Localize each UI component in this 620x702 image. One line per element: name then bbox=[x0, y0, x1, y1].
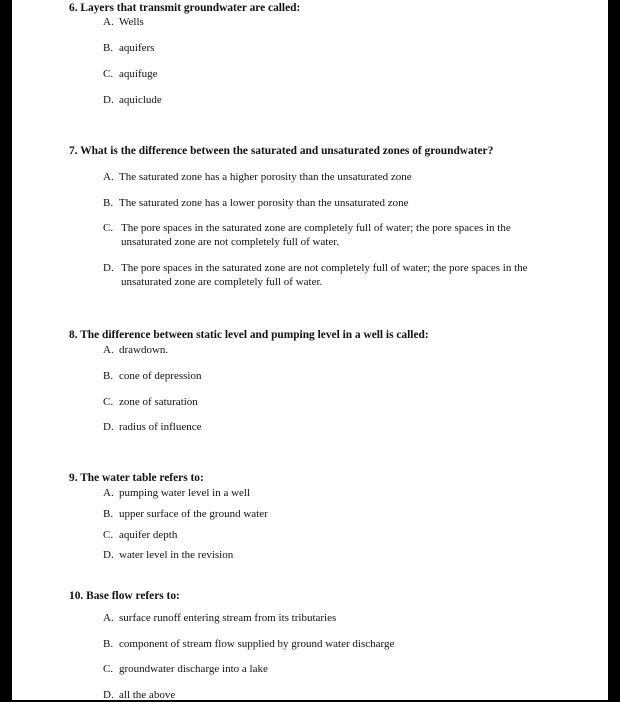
question-10-option-c[interactable]: C. groundwater discharge into a lake bbox=[103, 663, 268, 675]
question-9-option-a[interactable]: A. pumping water level in a well bbox=[103, 487, 251, 499]
right-border bbox=[610, 0, 620, 700]
question-6-option-c[interactable]: C. aquifuge bbox=[103, 68, 158, 80]
question-7-title: 7. What is the difference between the saturated and unsaturated zones of groundwater? bbox=[69, 145, 494, 157]
question-10-title: 10. Base flow refers to: bbox=[69, 590, 180, 602]
question-9-option-d[interactable]: D. water level in the revision bbox=[103, 549, 234, 561]
left-border bbox=[0, 0, 10, 700]
document-page bbox=[12, 0, 608, 700]
question-10-option-b[interactable]: B. component of stream flow supplied by ground water discharge bbox=[103, 638, 395, 650]
question-8-option-b[interactable]: B. cone of depression bbox=[103, 370, 202, 382]
question-7-option-d[interactable]: D. The pore spaces in the saturated zone are not completely full of water; the pore spaces in the unsaturated zone are completely full of water. bbox=[103, 262, 528, 288]
question-8-option-a[interactable]: A. drawdown. bbox=[103, 344, 169, 356]
question-8-option-c[interactable]: C. zone of saturation bbox=[103, 396, 198, 408]
question-6-option-a[interactable]: A. Wells bbox=[103, 16, 144, 28]
question-7-option-c[interactable]: C. The pore spaces in the saturated zone are completely full of water; the pore spaces in the unsaturated zone are not completely full of water. bbox=[103, 222, 511, 248]
question-10-option-d[interactable]: D. all the above bbox=[103, 689, 176, 701]
question-9-title: 9. The water table refers to: bbox=[69, 472, 204, 484]
question-7-option-b[interactable]: B. The saturated zone has a lower porosity than the unsaturated zone bbox=[103, 197, 409, 209]
question-6-option-b[interactable]: B. aquifers bbox=[103, 42, 155, 54]
question-9-option-b[interactable]: B. upper surface of the ground water bbox=[103, 508, 268, 520]
question-8-option-d[interactable]: D. radius of influence bbox=[103, 421, 202, 433]
question-10-option-a[interactable]: A. surface runoff entering stream from its tributaries bbox=[103, 612, 337, 624]
question-6-option-d[interactable]: D. aquiclude bbox=[103, 94, 162, 106]
question-8-title: 8. The difference between static level and pumping level in a well is called: bbox=[69, 329, 429, 341]
question-9-option-c[interactable]: C. aquifer depth bbox=[103, 529, 178, 541]
question-7-option-a[interactable]: A. The saturated zone has a higher porosity than the unsaturated zone bbox=[103, 171, 412, 183]
question-6-title: 6. Layers that transmit groundwater are called: bbox=[69, 2, 301, 14]
